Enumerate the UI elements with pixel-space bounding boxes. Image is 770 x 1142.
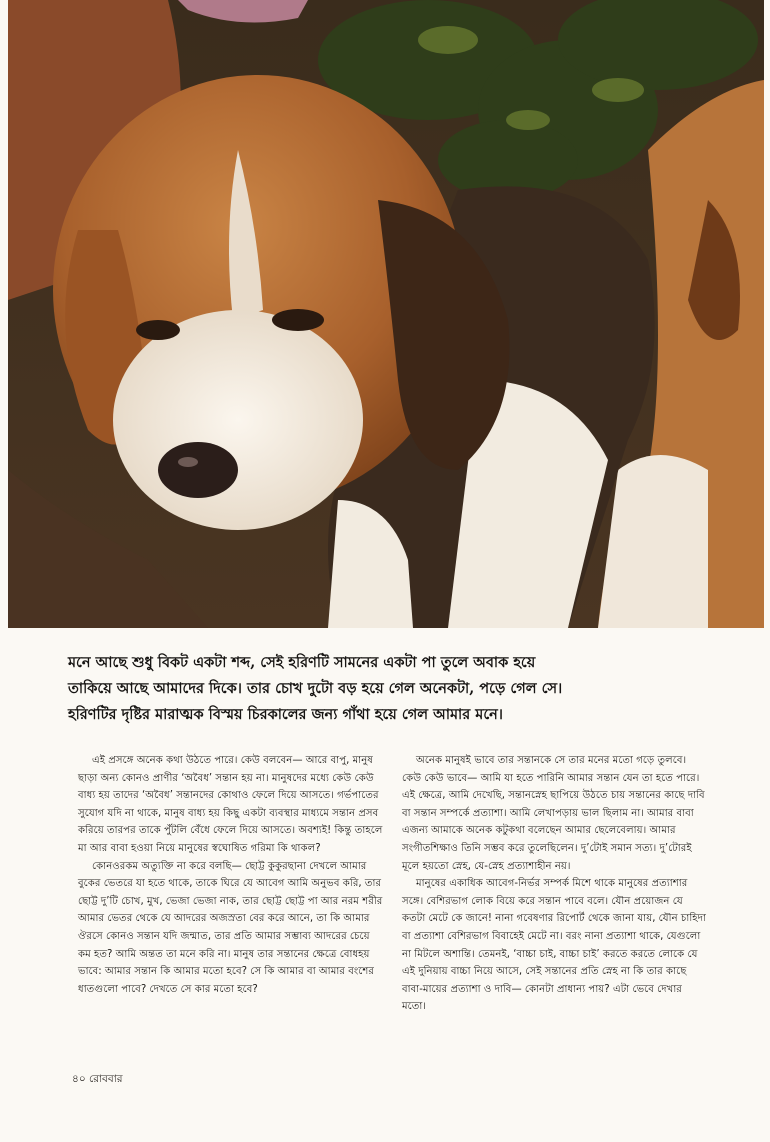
puppy-photo	[8, 0, 764, 628]
pull-quote-line: হরিণটির দৃষ্টির মারাত্মক বিস্ময় চিরকালের জন্য গাঁথা হয়ে গেল আমার মনে।	[68, 706, 503, 723]
paragraph: কোনওরকম অত্যুক্তি না করে বলছি— ছোট্ট কুকুরছানা দেখলে আমার বুকের ভেতরে যা হতে থাকে, তাকে ঘিরে যে আবেগ আমি অনুভব করি, তার ছোট্ট দু’টি চোখ, মুখ, ভেজা ভেজা নাক, তার ছোট্ট ছোট্ট পা আর নরম শরীর আমার ভেতর থেকে যে আদরের অজস্রতা বের করে আনে, তা কি আমার ঔরসে কোনও সন্তান যদি জন্মাত, তার প্রতি আমার সম্ভাব্য আদরের চেয়ে কম হত? আমি অন্তত তা মনে করি না। মানুষ তার সন্তানের ক্ষেত্রে বোধহয় ভাবে: আমার সন্তান কি আমার মতো হবে? সে কি আমার বা আমার বংশের ধাতগুলো পাবে? দেখতে সে কার মতো হবে?	[78, 860, 383, 995]
paragraph: অনেক মানুষই ভাবে তার সন্তানকে সে তার মনের মতো গড়ে তুলবে। কেউ কেউ ভাবে— আমি যা হতে পারিনি আমার সন্তান যেন তা হতে পারে। এই ক্ষেত্রে, আমি দেখেছি, সন্তানস্নেহ ছাপিয়ে উঠতে চায় সন্তানের কাছে দাবি বা সন্তান সম্পর্কে প্রত্যাশা। আমি লেখাপড়ায় ভাল ছিলাম না। আমার বাবা এজন্য আমাকে অনেক কটুকথা বলেছেন আমার ছেলেবেলায়। আমার সংগীতশিক্ষাও তিনি সম্ভব করে তুলেছিলেন। দু’টোই সমান সত্য। দু’টোরই মূলে হয়তো স্নেহ, যে-স্নেহ প্রত্যাশাহীন নয়।	[402, 755, 705, 872]
paragraph: মানুষের একাধিক আবেগ-নির্ভর সম্পর্ক মিশে থাকে মানুষের প্রত্যাশার সঙ্গে। বেশিরভাগ লোক বিয়ে করে সন্তান পাবে বলে। যৌন প্রয়োজন যে কতটা মেটে কে জানে! নানা গবেষণার রিপোর্ট থেকে জানা যায়, যৌন চাহিদা বা প্রত্যাশা বেশিরভাগ বিবাহেই মেটে না। বরং নানা প্রত্যাশা থাকে, যেগুলো না মিটলে অশান্তি। তেমনই, ‘বাচ্চা চাই, বাচ্চা চাই’ করতে করতে লোকে যে এই দুনিয়ায় বাচ্চা নিয়ে আসে, সেই সন্তানের প্রতি স্নেহ না কি তার কাছে বাবা-মায়ের প্রত্যাশা ও দাবি— কোনটা প্রাধান্য পায়? এটা ভেবে দেখার মতো।	[402, 878, 706, 1013]
paragraph: এই প্রসঙ্গে অনেক কথা উঠতে পারে। কেউ বলবেন— আরে বাপু, মানুষ ছাড়া অন্য কোনও প্রাণীর ‘অবৈধ’ সন্তান হয় না। মানুষদের মধ্যে কেউ কেউ বাধ্য হয় তাদের ‘অবৈধ’ সন্তানদের কোথাও ফেলে দিয়ে আসতে। গর্ভপাতের সুযোগ যদি না থাকে, মানুষ বাধ্য হয় কিছু একটা ব্যবস্থার মাধ্যমে সন্তান প্রসব করিয়ে তারপর তাকে পুঁটলি বেঁধে ফেলে দিয়ে আসতে। অবশ্যই! কিন্তু তাহলে মা আর বাবা হওয়া নিয়ে মানুষের স্বঘোষিত গরিমা কি থাকল?	[78, 755, 383, 854]
pull-quote-line: মনে আছে শুধু বিকট একটা শব্দ, সেই হরিণটি সামনের একটা পা তুলে অবাক হয়ে	[68, 654, 536, 671]
pull-quote	[68, 650, 728, 728]
page-footer: ৪০ রোববার	[72, 1073, 123, 1085]
article-column-left	[78, 752, 383, 998]
article-column-right	[402, 752, 707, 1016]
pull-quote-line: তাকিয়ে আছে আমাদের দিকে। তার চোখ দুটো বড় হয়ে গেল অনেকটা, পড়ে গেল সে।	[68, 680, 563, 697]
